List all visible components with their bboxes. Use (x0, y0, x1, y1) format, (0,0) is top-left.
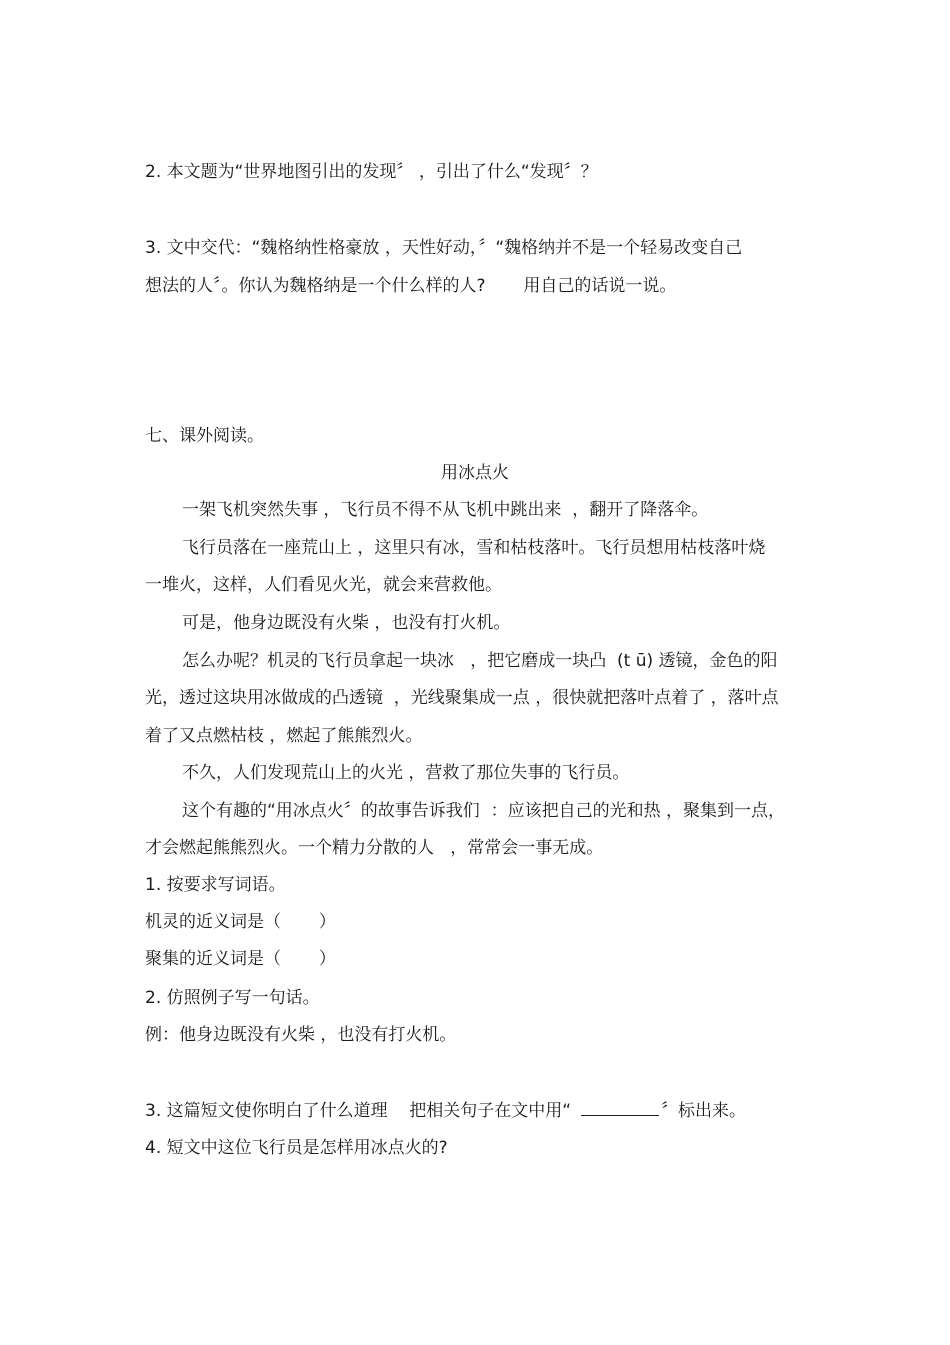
sub-question-2-example: 例：他身边既没有火柴 ，也没有打火机。 (145, 1025, 457, 1045)
paragraph-4-line-3: 着了又点燃枯枝 ，燃起了熊熊烈火。 (145, 726, 423, 746)
paragraph-6-line-1: 这个有趣的“用冰点火〞的故事告诉我们 ：应该把自己的光和热 ，聚集到一点， (182, 801, 786, 821)
paragraph-6-line-2: 才会燃起熊熊烈火。一个精力分散的人 ，常常会一事无成。 (145, 838, 604, 858)
sub-question-1-a: 机灵的近义词是（ ） (145, 912, 336, 932)
sub-question-2: 2. 仿照例子写一句话。 (145, 988, 320, 1008)
sub-question-1: 1. 按要求写词语。 (145, 875, 286, 895)
paragraph-2-line-1: 飞行员落在一座荒山上 ，这里只有冰，雪和枯枝落叶。飞行员想用枯枝落叶烧 (182, 538, 766, 558)
paragraph-1: 一架飞机突然失事 ，飞行员不得不从飞机中跳出来 ，翻开了降落伞。 (182, 500, 709, 520)
question-3-line-2: 想法的人〞。你认为魏格纳是一个什么样的人? 用自己的话说一说。 (145, 276, 677, 296)
sub-question-3 (145, 1099, 746, 1122)
sub-question-3-tail: 〞标出来。 (661, 1101, 747, 1121)
question-2: 2. 本文题为“世界地图引出的发现〞 ，引出了什么“发现〞？ (145, 162, 598, 182)
question-3-line-1: 3. 文中交代：“魏格纳性格豪放 ，天性好动，〞“魏格纳并不是一个轻易改变自己 (145, 238, 743, 258)
story-title: 用冰点火 (441, 463, 509, 483)
sub-question-1-b: 聚集的近义词是（ ） (145, 949, 336, 969)
paragraph-2-line-2: 一堆火，这样，人们看见火光，就会来营救他。 (145, 575, 502, 595)
section-7-heading: 七、课外阅读。 (145, 426, 264, 446)
paragraph-4-line-2: 光，透过这块用冰做成的凸透镜 ，光线聚集成一点 ，很快就把落叶点着了 ，落叶点 (145, 688, 779, 708)
paragraph-4-line-1: 怎么办呢？机灵的飞行员拿起一块冰 ，把它磨成一块凸 (t ū) 透镜，金色的阳 (182, 651, 778, 671)
paragraph-5: 不久，人们发现荒山上的火光 ，营救了那位失事的飞行员。 (182, 763, 630, 783)
answer-blank (581, 1099, 659, 1116)
paragraph-3: 可是，他身边既没有火柴 ，也没有打火机。 (182, 613, 511, 633)
sub-question-4: 4. 短文中这位飞行员是怎样用冰点火的? (145, 1138, 448, 1158)
sub-question-3-text: 3. 这篇短文使你明白了什么道理 把相关句子在文中用“ (145, 1101, 572, 1121)
